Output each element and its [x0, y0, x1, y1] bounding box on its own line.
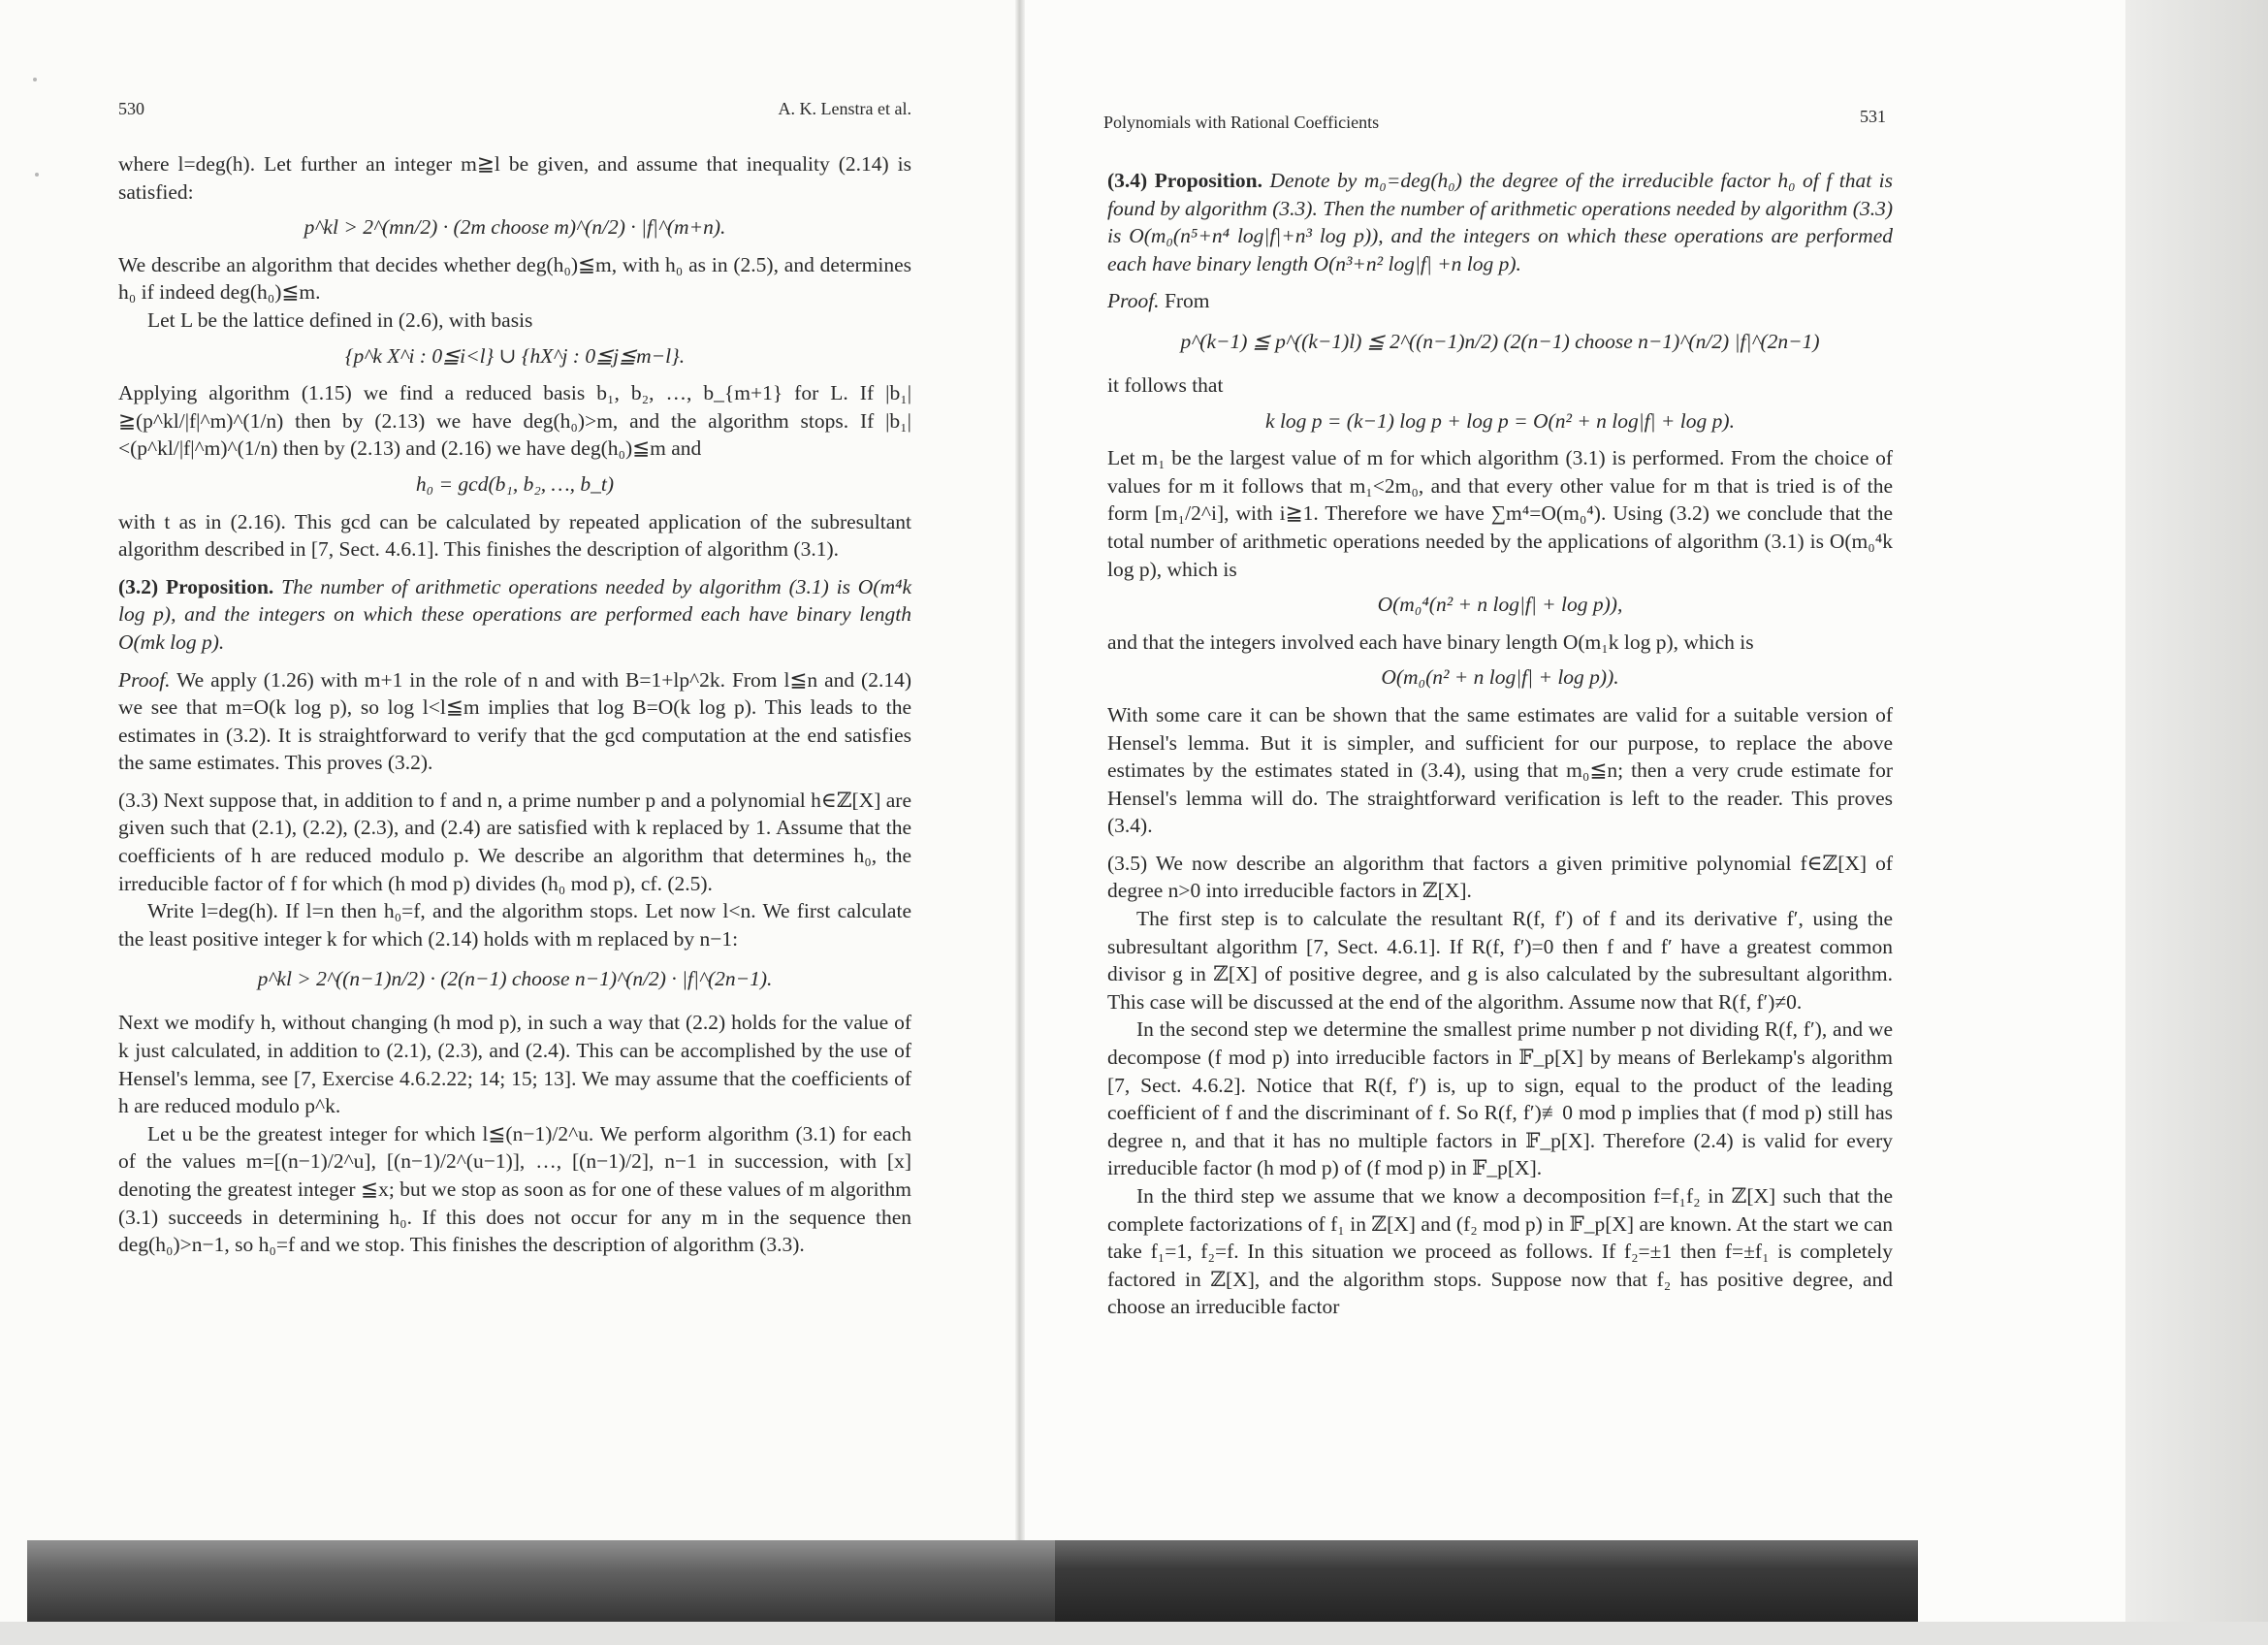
proposition: [1107, 167, 1893, 277]
paragraph: With some care it can be shown that the same estimates are valid for a suitable version of Hensel's lemma. But it is simpler, and sufficient for our purpose, to replace the above estimates by the estimates stated in (3.4), using that m₀≦n; then a very crude estimate for Hensel's lemma will do. The straightforward verification is left to the reader. This proves (3.4).: [1107, 702, 1893, 838]
proof: [118, 666, 911, 777]
paragraph: Let u be the greatest integer for which l≦(n−1)/2^u. We perform algorithm (3.1) for each of the values m=[(n−1)/2^u], [(n−1)/2^(u−1)], …, [(n−1)/2], n−1 in succession, with [x] denoting the greatest integer ≦x; but we stop as soon as for one of these values of m algorithm (3.1) succeeds in determining h₀. If this does not occur for any m in the sequence then deg(h₀)>n−1, so h₀=f and we stop. This finishes the description of algorithm (3.3).: [118, 1121, 911, 1257]
page-number: 530: [118, 99, 144, 118]
paragraph: Let m₁ be the largest value of m for which algorithm (3.1) is performed. From the choice of values for m it follows that m₁<2m₀, and that every other value for m that is tried is of the form [m₁/2^i], with i≧1. Therefore we have ∑m⁴=O(m₀⁴). Using (3.2) we conclude that the total number of arithmetic operations needed by the applications of algorithm (3.1) is O(m₀⁴k log p), which is: [1107, 446, 1893, 581]
display-equation: k log p = (k−1) log p + log p = O(n² + n log|f| + log p).: [1265, 408, 1735, 433]
proposition-label: (3.4) Proposition.: [1107, 169, 1262, 192]
paragraph: Applying algorithm (1.15) we find a reduced basis b₁, b₂, …, b_{m+1} for L. If |b₁| ≧(p^kl/|f|^m)^(1/n) then by (2.13) we have deg(h₀)>m, and the algorithm stops. If |b₁| <(p^kl/|f|^m)^(1/n) then by (2.13) and (2.16) we have deg(h₀)≦m and: [118, 381, 911, 461]
paragraph: We describe an algorithm that decides whether deg(h₀)≦m, with h₀ as in (2.5), and determines h₀ if indeed deg(h₀)≦m.: [118, 252, 911, 305]
proof-text: From: [1164, 289, 1210, 313]
display-equation: p^(k−1) ≦ p^((k−1)l) ≦ 2^((n−1)n/2) (2(n−1) choose n−1)^(n/2) |f|^(2n−1): [1180, 329, 1820, 353]
dust-speck: [33, 78, 37, 81]
proposition-label: (3.2) Proposition.: [118, 574, 274, 598]
scan-margin: [0, 1622, 2268, 1645]
proposition-statement: Denote by m₀=deg(h₀) the degree of the irreducible factor h₀ of f that is found by algorithm (3.3). Then the number of arithmetic operations needed by algorithm (3.3) is O(m₀(n⁵+n⁴ log|f|+n³ log p)), and the integers on which these operations are performed each have binary length O(n³+n² log|f| +n log p).: [1107, 169, 1893, 275]
paragraph: and that the integers involved each have binary length O(m₁k log p), which is: [1107, 629, 1754, 654]
book-gutter: [1015, 0, 1025, 1645]
proof: [1107, 287, 1893, 315]
display-equation: p^kl > 2^((n−1)n/2) · (2(n−1) choose n−1)^(n/2) · |f|^(2n−1).: [257, 967, 773, 991]
paragraph: where l=deg(h). Let further an integer m≧l be given, and assume that inequality (2.14) is satisfied:: [118, 152, 911, 204]
paragraph: Write l=deg(h). If l=n then h₀=f, and the algorithm stops. Let now l<n. We first calculate the least positive integer k for which (2.14) holds with m replaced by n−1:: [118, 899, 911, 951]
proof-label: Proof.: [118, 667, 171, 692]
running-head-author: A. K. Lenstra et al.: [778, 99, 911, 118]
scanner-shadow-band: [27, 1540, 1055, 1622]
paragraph: Let L be the lattice defined in (2.6), with basis: [147, 307, 533, 332]
page-number: 531: [1860, 107, 1886, 126]
paragraph: Next we modify h, without changing (h mod p), in such a way that (2.2) holds for the value of k just calculated, in addition to (2.1), (2.3), and (2.4). This can be accomplished by the use of Hensel's lemma, see [7, Exercise 4.6.2.22; 14; 15; 13]. We may assume that the coefficients of h are reduced modulo p^k.: [118, 1011, 911, 1118]
display-equation: h₀ = gcd(b₁, b₂, …, b_t): [415, 471, 615, 496]
paragraph: (3.3) Next suppose that, in addition to f and n, a prime number p and a polynomial h∈ℤ[X] are given such that (2.1), (2.2), (2.3), and (2.4) are satisfied with k replaced by 1. Assume that the coefficients of h are reduced modulo p. We describe an algorithm that determines h₀, the irreducible factor of f for which (h mod p) divides (h₀ mod p), cf. (2.5).: [118, 788, 911, 895]
proposition: [118, 573, 911, 657]
running-head-title: Polynomials with Rational Coefficients: [1103, 113, 1380, 132]
display-equation: O(m₀(n² + n log|f| + log p)).: [1381, 665, 1619, 690]
paragraph: The first step is to calculate the resultant R(f, f′) of f and its derivative f′, using the subresultant algorithm [7, Sect. 4.6.1]. If R(f, f′)=0 then f and f′ have a greatest common divisor g in ℤ[X] of positive degree, and g is also calculated by the subresultant algorithm. This case will be discussed at the end of the algorithm. Assume now that R(f, f′)≠0.: [1107, 907, 1893, 1014]
display-equation: O(m₀⁴(n² + n log|f| + log p)),: [1377, 593, 1623, 617]
display-equation: p^kl > 2^(mn/2) · (2m choose m)^(n/2) · |f|^(m+n).: [303, 215, 726, 240]
paragraph: with t as in (2.16). This gcd can be calculated by repeated application of the subresultant algorithm described in [7, Sect. 4.6.1]. This finishes the description of algorithm (3.1).: [118, 509, 911, 562]
proof-text: We apply (1.26) with m+1 in the role of n and with B=1+lp^2k. From l≦n and (2.14) we see that m=O(k log p), so log l<l≦m implies that log B=O(k log p). This leads to the estimates in (3.2). It is straightforward to verify that the gcd computation at the end satisfies the same estimates. This proves (3.2).: [118, 667, 911, 775]
dust-speck: [35, 173, 39, 177]
right-column-text: [1107, 167, 1893, 1321]
proof-label: Proof.: [1107, 289, 1160, 313]
display-equation: {p^k X^i : 0≦i<l} ∪ {hX^j : 0≦j≦m−l}.: [344, 343, 686, 368]
page-edge: [2125, 0, 2268, 1645]
paragraph: In the third step we assume that we know a decomposition f=f₁f₂ in ℤ[X] such that the complete factorizations of f₁ in ℤ[X] and (f₂ mod p) in 𝔽_p[X] are known. At the start we can take f₁=1, f₂=f. In this situation we proceed as follows. If f₂=±1 then f=±f₁ is completely factored in ℤ[X], and the algorithm stops. Suppose now that f₂ has positive degree, and choose an irreducible factor: [1107, 1184, 1893, 1319]
paragraph: In the second step we determine the smallest prime number p not dividing R(f, f′), and we decompose (f mod p) into irreducible factors in 𝔽_p[X] by means of Berlekamp's algorithm [7, Sect. 4.6.2]. Notice that R(f, f′) is, up to sign, equal to the product of the leading coefficient of f and the discriminant of f. So R(f, f′)≢0 mod p implies that (f mod p) still has degree n, and that it has no multiple factors in 𝔽_p[X]. Therefore (2.4) is valid for every irreducible factor (h mod p) of (f mod p) in 𝔽_p[X].: [1107, 1017, 1893, 1180]
left-column-text: [118, 150, 911, 1259]
paragraph: it follows that: [1107, 372, 1224, 397]
paragraph: (3.5) We now describe an algorithm that factors a given primitive polynomial f∈ℤ[X] of degree n>0 into irreducible factors in ℤ[X].: [1107, 851, 1893, 903]
proposition-statement: The number of arithmetic operations needed by algorithm (3.1) is O(m⁴k log p), and the integers on which these operations are performed each have binary length O(mk log p).: [118, 574, 911, 654]
